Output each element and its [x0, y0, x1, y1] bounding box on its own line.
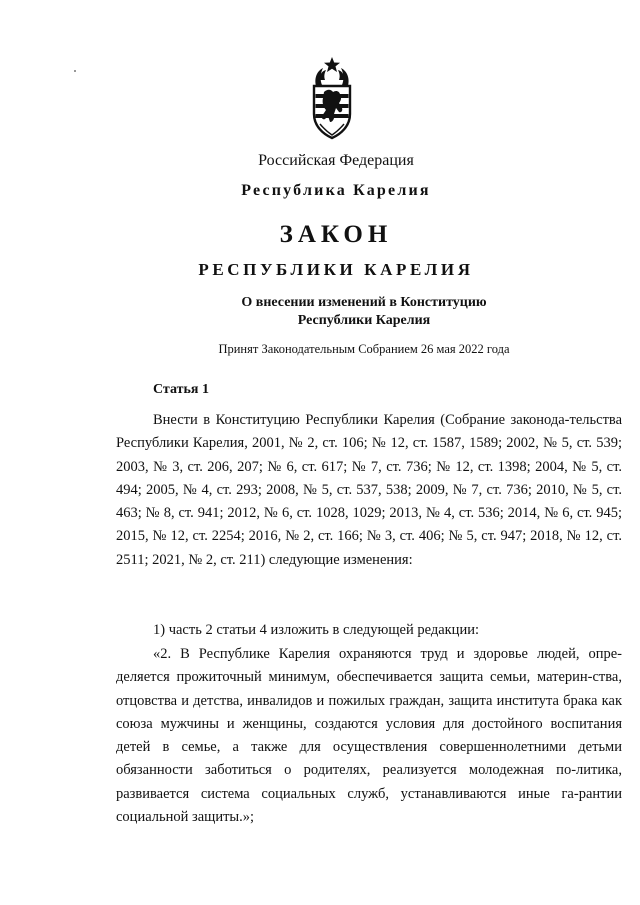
paragraph: «2. В Республике Карелия охраняются труд и здоровье людей, опре-деляется прожиточный минимум, обеспечивается защита семьи, материн-ства, отцовства и детства, инвалидов и пожилых граждан, защита института брака как союза мужчины и женщины, создаются условия для достойного воспитания детей в семье, а также для осуществления совершеннолетними детьми обязанности заботиться о родителях, реализуется молодежная по-литика, развивается система социальных служб, устанавливаются иные га-рантии социальной защиты.»; [116, 646, 622, 826]
scan-artifact [74, 70, 76, 72]
adoption-note: Принят Законодательным Собранием 26 мая 2022 года [218, 342, 510, 356]
paragraph: 1) часть 2 статьи 4 изложить в следующей редакции: [153, 622, 479, 638]
document-type: ЗАКОН [279, 221, 393, 248]
country-name: Российская Федерация [258, 152, 414, 169]
republic-name: Республика Карелия [241, 182, 431, 199]
republic-of-karelia-emblem-icon [306, 56, 358, 140]
article-heading: Статья 1 [153, 382, 209, 397]
paragraph: Внести в Конституцию Республики Карелия (Собрание законода-тельства Республики Карелия, 2001, № 2, ст. 106; № 12, ст. 1587, 1589; 2002, № 5, ст. 539; 2003, № 3, ст. 206, 207; № 6, ст. 617; № 7, ст. 736; № 12, ст. 1398; 2004, № 5, ст. 494; 2005, № 4, ст. 293; 2008, № 5, ст. 537, 538; 2009, № 7, ст. 736; 2010, № 5, ст. 463; № 8, ст. 941; 2012, № 6, ст. 1028, 1029; 2013, № 4, ст. 536; 2014, № 6, ст. 945; 2015, № 12, ст. 2254; 2016, № 2, ст. 166; № 3, ст. 406; № 5, ст. 947; 2018, № 12, ст. 2511; 2021, № 2, ст. 211) следующие изменения: [116, 412, 622, 568]
document-title: О внесении изменений в Конституцию Республики Карелия [241, 295, 487, 328]
document-issuer: РЕСПУБЛИКИ КАРЕЛИЯ [198, 260, 474, 279]
